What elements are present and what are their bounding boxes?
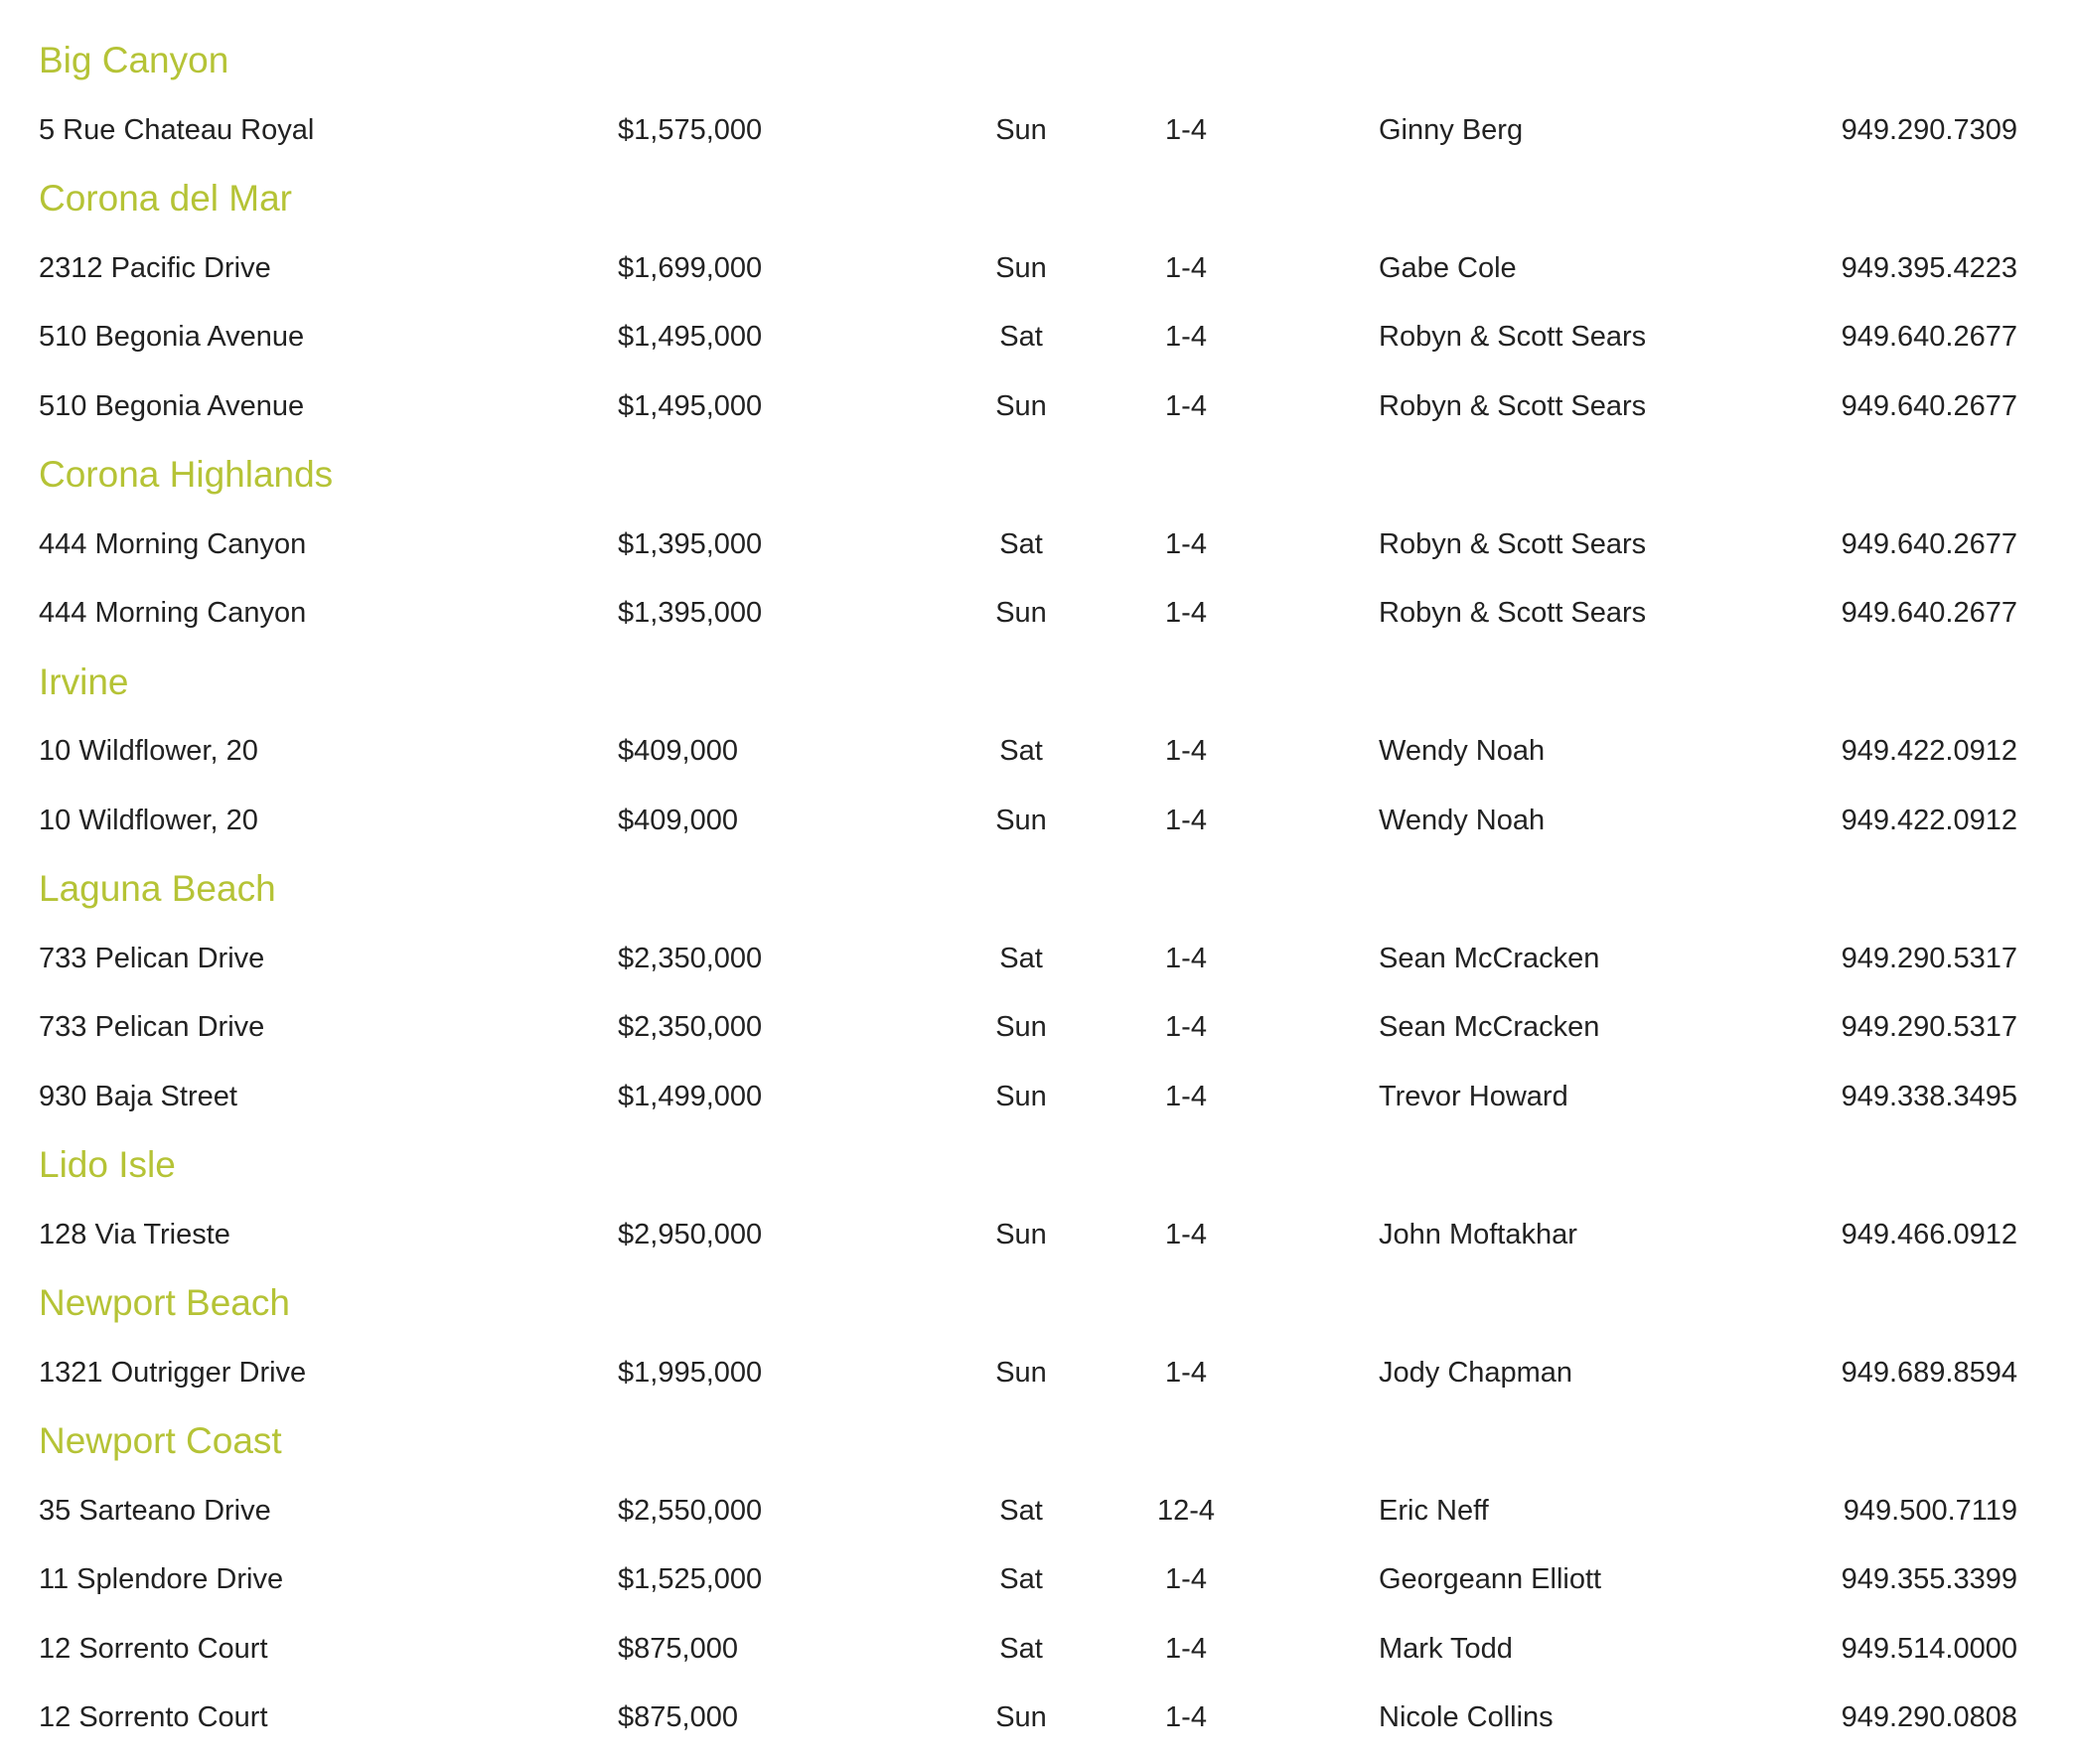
listing-agent-text: Ginny Berg bbox=[1379, 113, 1524, 146]
listing-agent bbox=[1379, 1356, 1573, 1389]
listing-address-text: 11 Splendore Drive bbox=[39, 1563, 284, 1595]
listing-day-text: Sun bbox=[995, 251, 1047, 284]
listing-price bbox=[618, 251, 763, 284]
listing-price bbox=[618, 389, 763, 422]
listing-agent-text: Georgeann Elliott bbox=[1379, 1563, 1602, 1595]
listing-time-text: 1-4 bbox=[1165, 804, 1207, 836]
listing-address bbox=[39, 804, 258, 836]
listing-price bbox=[618, 1218, 763, 1250]
listing-time-text: 1-4 bbox=[1165, 1011, 1207, 1043]
listing-phone-text: 949.466.0912 bbox=[1841, 1218, 2017, 1250]
listing-agent-text: Gabe Cole bbox=[1379, 251, 1517, 284]
listing-time-text: 12-4 bbox=[1156, 1494, 1216, 1527]
listing-phone bbox=[1841, 389, 2017, 422]
listing-address bbox=[39, 1218, 230, 1250]
listing-address bbox=[39, 1080, 237, 1112]
listing-day-text: Sun bbox=[995, 113, 1047, 146]
listing-price bbox=[618, 804, 738, 836]
section-heading: Newport Coast bbox=[39, 1420, 282, 1461]
listing-agent-text: Trevor Howard bbox=[1379, 1080, 1568, 1112]
listing-address-text: 444 Morning Canyon bbox=[39, 597, 307, 629]
listing-time-text: 1-4 bbox=[1165, 1563, 1207, 1595]
listing-price-text: $1,495,000 bbox=[618, 321, 763, 353]
listing-address bbox=[39, 527, 307, 560]
listing-agent-text: Mark Todd bbox=[1379, 1632, 1513, 1665]
listing-phone-text: 949.514.0000 bbox=[1841, 1632, 2017, 1665]
listing-price-text: $1,525,000 bbox=[618, 1563, 763, 1595]
listing-address-text: 510 Begonia Avenue bbox=[39, 389, 305, 422]
listing-price-text: $875,000 bbox=[618, 1701, 738, 1733]
listing-agent bbox=[1379, 1218, 1577, 1250]
listing-price-text: $2,950,000 bbox=[618, 1218, 763, 1250]
listing-address-text: 733 Pelican Drive bbox=[39, 942, 265, 974]
listing-address-text: 35 Sarteano Drive bbox=[39, 1494, 271, 1527]
listing-agent bbox=[1379, 1080, 1568, 1112]
listing-agent-text: Robyn & Scott Sears bbox=[1379, 527, 1647, 560]
listing-address-text: 733 Pelican Drive bbox=[39, 1011, 265, 1043]
listing-address-text: 5 Rue Chateau Royal bbox=[39, 113, 315, 146]
listing-day-text: Sat bbox=[999, 1494, 1043, 1527]
listing-address bbox=[39, 599, 306, 628]
listing-phone-text: 949.290.5317 bbox=[1841, 1011, 2017, 1043]
listing-price-text: $2,350,000 bbox=[618, 942, 763, 974]
listing-agent bbox=[1379, 251, 1517, 284]
listing-phone-text: 949.640.2677 bbox=[1841, 527, 2017, 560]
listing-day-text: Sat bbox=[999, 1563, 1043, 1595]
listing-phone-text: 949.355.3399 bbox=[1841, 1563, 2017, 1595]
listing-agent bbox=[1379, 599, 1646, 628]
listing-address-text: 444 Morning Canyon bbox=[39, 527, 307, 560]
listing-phone-text: 949.338.3495 bbox=[1841, 1080, 2017, 1112]
listing-phone-text: 949.290.5317 bbox=[1841, 942, 2017, 974]
listing-agent bbox=[1379, 1703, 1554, 1732]
listing-price-text: $1,495,000 bbox=[618, 389, 763, 422]
listing-address-text: 510 Begonia Avenue bbox=[39, 321, 305, 353]
listing-time-text: 1-4 bbox=[1165, 1080, 1207, 1112]
listing-address bbox=[39, 1565, 283, 1594]
listing-phone bbox=[1841, 251, 2017, 284]
listing-price bbox=[618, 599, 762, 628]
listing-day-text: Sun bbox=[995, 1218, 1047, 1250]
listing-price-text: $409,000 bbox=[618, 735, 738, 767]
listing-phone-text: 949.500.7119 bbox=[1843, 1494, 2017, 1527]
listing-time-text: 1-4 bbox=[1165, 1632, 1207, 1665]
listing-phone-text: 949.689.8594 bbox=[1841, 1356, 2017, 1389]
listing-day-text: Sat bbox=[999, 527, 1043, 560]
listing-agent-text: Sean McCracken bbox=[1379, 942, 1600, 974]
listing-address bbox=[39, 1494, 271, 1527]
listing-time-text: 1-4 bbox=[1165, 597, 1207, 629]
listing-day-text: Sun bbox=[995, 389, 1047, 422]
listing-price-text: $875,000 bbox=[618, 1632, 738, 1665]
listing-day-text: Sun bbox=[995, 1011, 1047, 1043]
listing-price bbox=[618, 113, 763, 146]
listing-phone bbox=[1842, 737, 2017, 766]
listing-time-text: 1-4 bbox=[1165, 735, 1207, 767]
listing-address-text: 128 Via Trieste bbox=[39, 1218, 230, 1250]
listing-address bbox=[39, 1632, 268, 1665]
listing-day-text: Sun bbox=[995, 1080, 1047, 1112]
listing-price-text: $1,575,000 bbox=[618, 113, 763, 146]
listing-agent bbox=[1379, 1494, 1489, 1527]
listing-phone bbox=[1842, 323, 2017, 352]
listing-day-text: Sun bbox=[995, 1701, 1047, 1733]
listing-phone bbox=[1841, 1218, 2017, 1250]
listing-phone bbox=[1841, 942, 2017, 974]
listing-agent bbox=[1379, 1632, 1513, 1665]
listing-address bbox=[39, 113, 315, 146]
listing-agent-text: Wendy Noah bbox=[1379, 735, 1546, 767]
listing-time-text: 1-4 bbox=[1165, 527, 1207, 560]
listing-agent bbox=[1379, 389, 1647, 422]
listing-price-text: $1,395,000 bbox=[618, 527, 763, 560]
section-heading: Irvine bbox=[39, 661, 129, 702]
listing-price bbox=[618, 1356, 763, 1389]
listing-agent bbox=[1379, 1013, 1599, 1042]
listing-price bbox=[618, 527, 763, 560]
listing-address bbox=[39, 737, 258, 766]
listing-address bbox=[39, 942, 265, 974]
listing-price bbox=[618, 1080, 763, 1112]
listing-phone-text: 949.290.0808 bbox=[1841, 1701, 2017, 1733]
listing-phone-text: 949.395.4223 bbox=[1841, 251, 2017, 284]
listing-agent bbox=[1379, 113, 1524, 146]
listing-agent-text: Nicole Collins bbox=[1379, 1701, 1554, 1733]
listing-phone bbox=[1842, 599, 2017, 628]
listing-price-text: $1,699,000 bbox=[618, 251, 763, 284]
listing-phone-text: 949.290.7309 bbox=[1841, 113, 2017, 146]
listing-address-text: 12 Sorrento Court bbox=[39, 1701, 268, 1733]
listing-address bbox=[39, 1356, 307, 1389]
listing-phone bbox=[1841, 1356, 2017, 1389]
listing-address bbox=[39, 1703, 268, 1732]
listing-address-text: 2312 Pacific Drive bbox=[39, 251, 271, 284]
listing-address-text: 10 Wildflower, 20 bbox=[39, 804, 258, 836]
listing-price-text: $1,995,000 bbox=[618, 1356, 763, 1389]
listing-agent bbox=[1379, 804, 1546, 836]
listing-phone bbox=[1843, 1494, 2017, 1527]
listing-agent-text: Sean McCracken bbox=[1379, 1011, 1600, 1043]
listing-phone bbox=[1841, 1080, 2017, 1112]
listing-phone bbox=[1842, 1565, 2017, 1594]
listing-agent-text: Robyn & Scott Sears bbox=[1379, 389, 1647, 422]
listing-day-text: Sat bbox=[999, 735, 1043, 767]
listing-price-text: $2,350,000 bbox=[618, 1011, 763, 1043]
listing-agent bbox=[1379, 323, 1646, 352]
listing-phone bbox=[1841, 113, 2017, 146]
listing-price bbox=[618, 1494, 763, 1527]
listing-phone bbox=[1841, 804, 2017, 836]
listing-agent-text: Robyn & Scott Sears bbox=[1379, 597, 1647, 629]
listing-address-text: 930 Baja Street bbox=[39, 1080, 237, 1112]
listing-time-text: 1-4 bbox=[1165, 251, 1207, 284]
listing-agent-text: Wendy Noah bbox=[1379, 804, 1546, 836]
listing-price bbox=[618, 1632, 738, 1665]
listing-address-text: 1321 Outrigger Drive bbox=[39, 1356, 307, 1389]
listing-day-text: Sat bbox=[999, 1632, 1043, 1665]
listing-address bbox=[39, 389, 305, 422]
listing-day-text: Sun bbox=[995, 1356, 1047, 1389]
listing-time-text: 1-4 bbox=[1165, 113, 1207, 146]
listing-price-text: $1,499,000 bbox=[618, 1080, 763, 1112]
listing-price bbox=[618, 942, 763, 974]
section-heading: Lido Isle bbox=[39, 1144, 176, 1185]
section-heading: Big Canyon bbox=[39, 40, 229, 80]
listing-day-text: Sat bbox=[999, 942, 1043, 974]
listing-phone-text: 949.640.2677 bbox=[1841, 597, 2017, 629]
listing-time-text: 1-4 bbox=[1165, 942, 1207, 974]
section-heading: Corona del Mar bbox=[39, 178, 293, 219]
listing-price bbox=[618, 737, 738, 766]
listing-agent-text: John Moftakhar bbox=[1379, 1218, 1577, 1250]
listing-agent-text: Eric Neff bbox=[1379, 1494, 1489, 1527]
listing-agent-text: Robyn & Scott Sears bbox=[1379, 321, 1647, 353]
listing-time-text: 1-4 bbox=[1165, 1356, 1207, 1389]
listing-day-text: Sun bbox=[995, 597, 1047, 629]
listing-agent bbox=[1379, 942, 1600, 974]
section-heading: Laguna Beach bbox=[39, 868, 276, 909]
listing-time-text: 1-4 bbox=[1165, 1701, 1207, 1733]
listing-time-text: 1-4 bbox=[1165, 1218, 1207, 1250]
listing-agent bbox=[1379, 527, 1647, 560]
listing-day-text: Sun bbox=[995, 804, 1047, 836]
listing-price-text: $2,550,000 bbox=[618, 1494, 763, 1527]
listing-agent bbox=[1379, 1565, 1601, 1594]
listing-address bbox=[39, 1013, 264, 1042]
listing-phone bbox=[1842, 1013, 2017, 1042]
listing-phone bbox=[1841, 527, 2017, 560]
listing-address bbox=[39, 251, 271, 284]
listing-time-text: 1-4 bbox=[1165, 321, 1207, 353]
section-heading: Newport Beach bbox=[39, 1282, 290, 1323]
listing-agent bbox=[1379, 737, 1545, 766]
listing-price bbox=[618, 1703, 738, 1732]
listing-address-text: 10 Wildflower, 20 bbox=[39, 735, 258, 767]
listing-price-text: $1,395,000 bbox=[618, 597, 763, 629]
listing-phone-text: 949.422.0912 bbox=[1841, 735, 2017, 767]
listing-price bbox=[618, 323, 762, 352]
listing-agent-text: Jody Chapman bbox=[1379, 1356, 1573, 1389]
listing-time-text: 1-4 bbox=[1165, 389, 1207, 422]
listing-address-text: 12 Sorrento Court bbox=[39, 1632, 268, 1665]
listing-phone-text: 949.422.0912 bbox=[1841, 804, 2017, 836]
section-heading: Corona Highlands bbox=[39, 454, 334, 495]
listing-phone bbox=[1842, 1703, 2017, 1732]
listing-address bbox=[39, 323, 304, 352]
listing-day-text: Sat bbox=[999, 321, 1043, 353]
listing-phone bbox=[1841, 1632, 2017, 1665]
listing-phone-text: 949.640.2677 bbox=[1841, 389, 2017, 422]
listing-price bbox=[618, 1013, 762, 1042]
listing-price-text: $409,000 bbox=[618, 804, 738, 836]
listing-phone-text: 949.640.2677 bbox=[1841, 321, 2017, 353]
listing-price bbox=[618, 1565, 762, 1594]
